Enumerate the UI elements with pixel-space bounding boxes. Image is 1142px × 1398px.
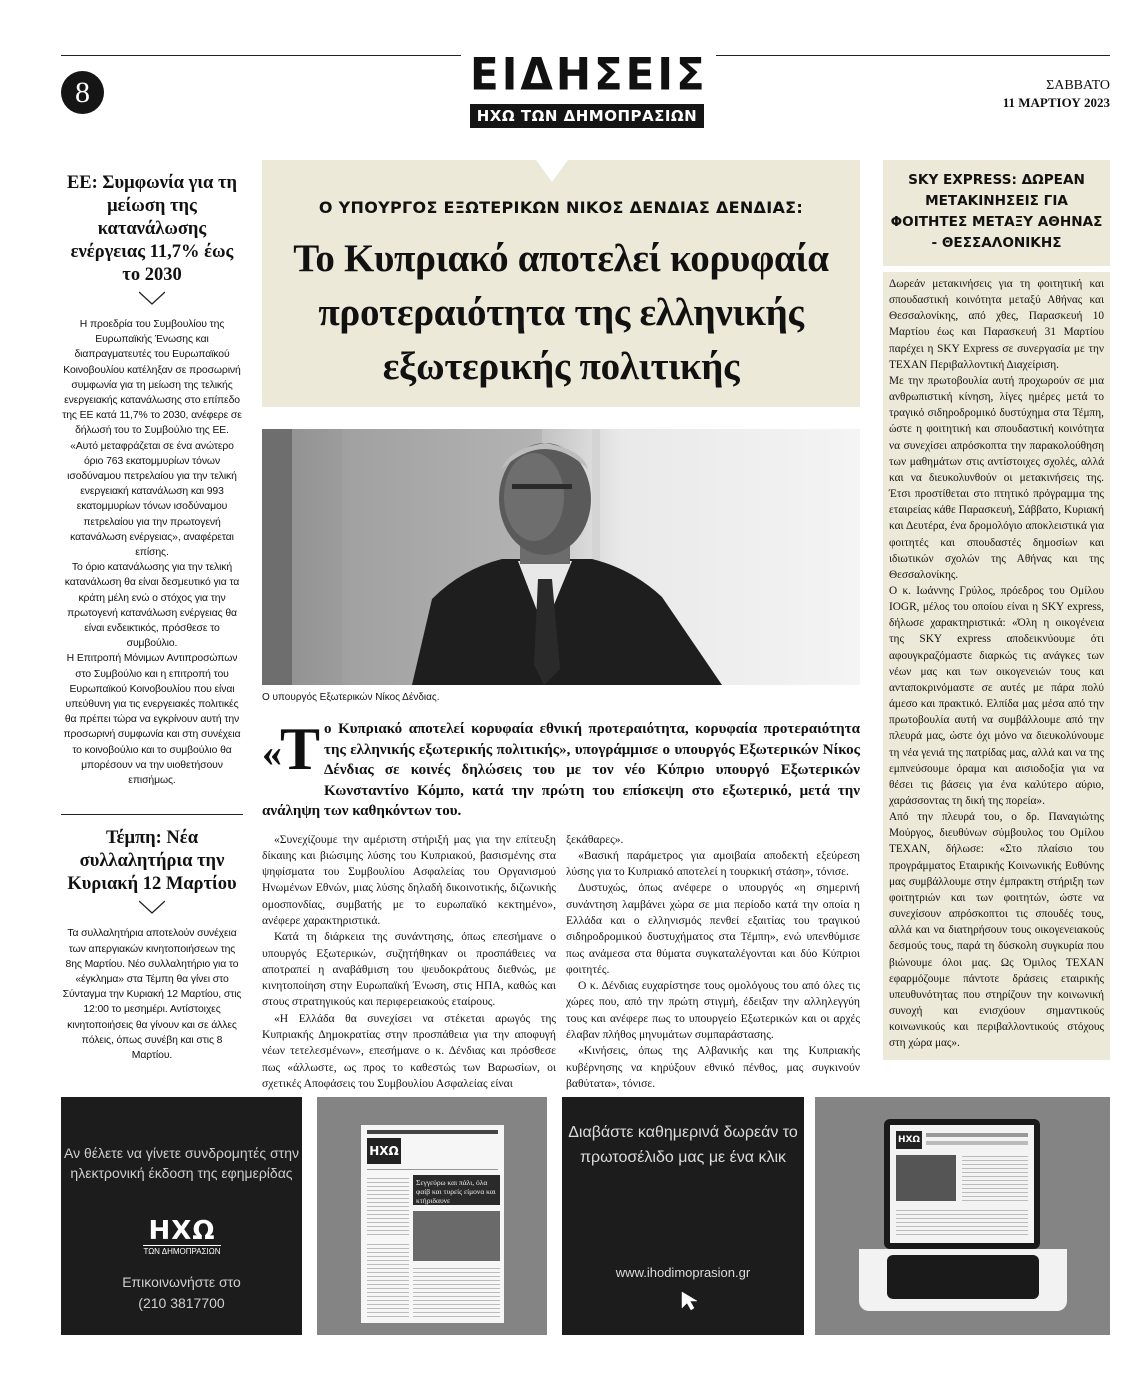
masthead xyxy=(470,48,708,128)
newspaper-logo xyxy=(143,1217,221,1258)
contact-label: Επικοινωνήστε στο xyxy=(122,1274,241,1290)
story2-paragraph: Τα συλλαλητήρια αποτελούν συνέχεια των απεργιακών κινητοποιήσεων της 8ης Μαρτίου. Νέο συλλαλητήριο για το «έγκλημα» στα Τέμπη θα γίνει στο Σύνταγμα την Κυριακή 12 Μαρτίου, στις 12:00 το μεσημέρι. Αντίστοιχες κινητοποιήσεις θα γίνουν και σε άλλες πόλεις, όπως συνέβη και στις 8 Μαρτίου. xyxy=(62,928,242,1061)
header-rule-left xyxy=(61,55,461,56)
story2-headline: Τέμπη: Νέα συλλαλητήρια την Κυριακή 12 Μαρτίου xyxy=(67,828,237,895)
contact-block xyxy=(61,1272,302,1314)
header-rule-right xyxy=(716,55,1110,56)
read-text: Διαβάστε καθημερινά δωρεάν το πρωτοσέλιδο μας με ένα κλικ xyxy=(568,1124,798,1166)
article-paragraph: «Η Ελλάδα θα συνεχίσει να στέκεται αρωγός της Κυπριακής Δημοκρατίας στην προσπάθεια για την αποφυγή νέων τετελεσμένων», επεσήμανε ο κ. Δένδιας και πρόσθεσε πως «άλλωστε, ως προς το καθεστώς των Βαρωσίων, οι σχετικές Αποφάσεις του Συμβουλίου Ασφαλείας είναι xyxy=(262,1011,556,1090)
subscription-text: Αν θέλετε να γίνετε συνδρομητές στην ηλεκτρονική έκδοση της εφημερίδας xyxy=(64,1145,299,1181)
main-headline: Το Κυπριακό αποτελεί κορυφαία προτεραιότητα της ελληνικής εξωτερικής πολιτικής xyxy=(293,237,829,388)
article-body xyxy=(262,832,860,1093)
box-notch xyxy=(536,160,568,182)
date-label: 11 ΜΑΡΤΙΟΥ 2023 xyxy=(1002,95,1110,110)
mini-front-page xyxy=(361,1125,504,1323)
article-paragraph: «Συνεχίζουμε την αμέριστη στήριξή μας για την επίτευξη δίκαιης και βιώσιμης λύσης του Κυπριακού, βασισμένης στα ψηφίσματα του Συμβουλίου Ασφαλείας του Οργανισμού Ηνωμένων Εθνών, μιας λύσης δηλαδή δικοινοτικής, διζωνικής ομοσπονδίας, συμβατής με το ευρωπαϊκό κεκτημένο», ανέφερε χαρακτηριστικά. xyxy=(262,832,556,927)
sky-paragraph: Από την πλευρά του, ο δρ. Παναγιώτης Μούργος, διευθύνων σύμβουλος του Ομίλου ΤΕΧΑΝ, δήλωσε: «Στο πλαίσιο του προγράμματος Εταιρικής Κοινωνικής Ευθύνης μας συμβάλλουμε στην έμπρακτη στήριξη των φοιτητριών και των φοιτητών, ώστε να συνεχίσουν απρόσκοπτοι τις σπουδές τους, αλλά και να διατηρήσουν τους οικογενειακούς δεσμούς τους, παρά τη δύσκολη συγκυρία που βιώνουμε όλοι μας. Ως Όμιλος ΤΕΧΑΝ εφαρμόζουμε πάντοτε δράσεις εταιρικής υπευθυνότητας που στηρίζουν την κοινωνική συνοχή και ενισχύουν σημαντικούς κοινωνικούς και περιβαλλοντικούς στόχους στη χώρα μας». xyxy=(889,811,1104,1050)
story1-body xyxy=(61,317,243,788)
article-paragraph: Δυστυχώς, όπως ανέφερε ο υπουργός «η σημερινή συνάντηση λαμβάνει χώρα σε μια περίοδο κατά την οποία η Ελλάδα και ο ελληνισμός πενθεί εξαιτίας του τραγικού σιδηροδρομικού δυστυχήματος στα Τέμπη», ενώ υπενθύμισε πως ανάμεσα στα θύματα συγκαταλέγονται και δύο Κύπριοι φοιτητές. xyxy=(566,881,860,976)
front-page-preview-ad[interactable] xyxy=(317,1097,547,1335)
mini-logo: ΗΧΩ xyxy=(367,1138,401,1164)
sky-express-body xyxy=(883,272,1110,1060)
laptop-base xyxy=(859,1249,1067,1311)
story1-paragraph: Το όριο κατανάλωσης για την τελική κατανάλωση θα είναι δεσμευτικό για τα κράτη μέλη ενώ ο στόχος για την πρωτογενή κατανάλωση ενέργειας θα είναι ενδεικτικός, πρόσθεσε το συμβούλιο. xyxy=(64,562,240,650)
logo-wordmark: ΗΧΩ xyxy=(148,1216,216,1246)
article-photo xyxy=(262,429,860,685)
headline-box xyxy=(262,160,860,407)
dateline xyxy=(1003,77,1110,111)
article-column-2 xyxy=(566,832,860,1093)
article-paragraph: ξεκάθαρες». xyxy=(566,832,624,846)
sky-paragraph: Με την πρωτοβουλία αυτή προχωρούν σε μια ανθρωπιστική κίνηση, λίγες ημέρες μετά το τραγικό σιδηροδρομικό δυστύχημα στα Τέμπη, ώστε η φοιτητική και σπουδαστική κοινότητα να συνεχίσει απρόσκοπτα την παρακολούθηση των μαθημάτων στις αντίστοιχες σχολές, αλλά και να διευκολυνθούν οι μετακινήσεις της. Έτσι προστίθεται στο πτητικό πρόγραμμα της εταιρείας κάθε Παρασκευή, Σάββατο, Κυριακή και Δευτέρα, ένα δρομολόγιο αποκλειστικά για φοιτητές και σπουδαστές δημοσίων και ιδιωτικών σχολών της Αθήνας και της Θεσσαλονίκης. xyxy=(889,374,1104,581)
sky-express-headline: SKY EXPRESS: ΔΩΡΕΑΝ ΜΕΤΑΚΙΝΗΣΕΙΣ ΓΙΑ ΦΟΙΤΗΤΕΣ ΜΕΤΑΞΥ ΑΘΗΝΑΣ - ΘΕΣΣΑΛΟΝΙΚΗΣ xyxy=(883,160,1110,266)
story2-body xyxy=(61,926,243,1063)
laptop-mini-logo: ΗΧΩ xyxy=(896,1131,922,1149)
divider xyxy=(61,814,243,815)
photo-caption: Ο υπουργός Εξωτερικών Νίκος Δένδιας. xyxy=(262,692,440,703)
phone-number: 210 3817700 xyxy=(142,1295,225,1311)
section-title: ΕΙΔΗΣΕΙΣ xyxy=(470,48,708,101)
chevron-down-icon xyxy=(139,291,165,307)
phone-line[interactable] xyxy=(61,1293,302,1314)
website-link[interactable]: www.ihodimoprasion.gr xyxy=(615,1265,751,1280)
sky-paragraph: Ο κ. Ιωάννης Γρύλος, πρόεδρος του Ομίλου IOGR, μέλος του οποίου είναι η SKY express, δήλωσε χαρακτηριστικά: «Όλη η οικογένεια της SKY express αποδεικνύουμε ότι αφουγκραζόμαστε διαρκώς τις ανάγκες των νέων μας και των οικογενειών τους και ανταποκρινόμαστε σε αυτές με πάρα πολύ άμεσο και πρακτικό. Ελπίδα μας μέσα από την πρωτοβουλία αυτή να συμβάλλουμε από την πλευρά μας, ώστε όχι μόνο να διευκολύνουμε τη νέα γενιά της πατρίδας μας, αλλά και να της εμπνεύσουμε όραμα και αισιοδοξία για να θέσει τις βάσεις για ένα καλύτερο αύριο, χαράσσοντας τη δική της πορεία». xyxy=(889,584,1104,807)
drop-cap: Τ xyxy=(280,716,321,782)
left-column xyxy=(61,172,243,1063)
mini-headline: Σεγγεύρω και πάλι, όλα φαίβ και τυρείς είμονα και κτήριδαυνε xyxy=(413,1175,500,1205)
chevron-down-icon xyxy=(139,900,165,916)
article-paragraph: Κατά τη διάρκεια της συνάντησης, όπως επεσήμανε ο υπουργός Εξωτερικών, συζητήθηκαν οι προσπάθειες να αποτραπεί η αναβάθμιση του ψευδοκράτους διεθνώς, με κινητοποίηση στην Ευρωπαϊκή Ένωση, στις ΗΠΑ, καθώς και στους στρατηγικούς και περιφερειακούς εταίρους. xyxy=(262,930,556,1009)
portrait-image xyxy=(262,429,860,685)
cursor-icon xyxy=(680,1290,700,1312)
sky-paragraph: Δωρεάν μετακινήσεις για τη φοιτητική και σπουδαστική κοινότητα μεταξύ Αθήνας και Θεσσαλονίκης, από χθες, Παρασκευή 10 Μαρτίου έως και Παρασκευή 31 Μαρτίου παρέχει η SKY Express σε συνεργασία με την ΤΕΧΑΝ Περιβαλλοντική Διαχείριση. xyxy=(889,278,1104,371)
laptop-keyboard xyxy=(887,1255,1039,1299)
page-number: 8 xyxy=(61,71,104,114)
main-article xyxy=(262,160,860,1092)
publication-name: ΗΧΩ ΤΩΝ ΔΗΜΟΠΡΑΣΙΩΝ xyxy=(470,104,704,128)
phone-icon: ( xyxy=(138,1295,143,1311)
story1-paragraph: Η προεδρία του Συμβουλίου της Ευρωπαϊκής Ένωσης και διαπραγματευτές του Ευρωπαϊκού Κοινοβουλίου κατέληξαν σε προσωρινή συμφωνία για τη μείωση της τελικής ενεργειακής κατανάλωσης στο επίπεδο της ΕΕ κατά 11,7% το 2030, ανέφερε σε δήλωσή του το Συμβούλιο της ΕΕ. xyxy=(62,319,242,437)
lead-text: ο Κυπριακό αποτελεί κορυφαία εθνική προτεραιότητα, κορυφαία προτεραιότητα της ελληνικής εξωτερικής πολιτικής», υπογράμμισε ο υπουργός Εξωτερικών Νίκος Δένδιας σε κοινές δηλώσεις του με τον νέο Κύπριο υπουργό Εξωτερικών Κωνσταντίνο Κόμπο, κατά την πρώτη του επίσκεψη στο εξωτερικό, μετά την ανάληψη των καθηκόντων του. xyxy=(262,721,860,819)
logo-subtitle: ΤΩΝ ΔΗΜΟΠΡΑΣΙΩΝ xyxy=(143,1247,221,1256)
subscription-ad[interactable] xyxy=(61,1097,302,1335)
article-paragraph: «Βασική παράμετρος για αμοιβαία αποδεκτή εξεύρεση λύσης για το Κυπριακό αποτελεί η τουρκική στάση», τόνισε. xyxy=(566,848,860,879)
article-column-1 xyxy=(262,832,556,1093)
laptop-screen xyxy=(884,1119,1040,1249)
story1-paragraph: «Αυτό μεταφράζεται σε ένα ανώτερο όριο 763 εκατομμυρίων τόνων ισοδύναμου πετρελαίου για την τελική ενεργειακή κατανάλωση και 993 εκατομμυρίων τόνων ισοδύναμου πετρελαίου για την πρωτογενή κατανάλωση ενέργειας», αναφέρεται επίσης. xyxy=(67,440,237,559)
laptop-ad[interactable] xyxy=(815,1097,1110,1335)
kicker: Ο ΥΠΟΥΡΓΟΣ ΕΞΩΤΕΡΙΚΩΝ ΝΙΚΟΣ ΔΕΝΔΙΑΣ ΔΕΝΔΙΑΣ: xyxy=(318,198,804,217)
website-ad[interactable] xyxy=(562,1097,804,1335)
story1-paragraph: Η Επιτροπή Μόνιμων Αντιπροσώπων στο Συμβούλιο και η επιτροπή του Ευρωπαϊκού Κοινοβουλίου που είναι υπεύθυνη για τις ενεργειακές πολιτικές θα πρέπει τώρα να εγκρίνουν αυτή την προσωρινή συμφωνία και στη συνέχεια το κοινοβούλιο και το συμβούλιο θα μπορέσουν να την υιοθετήσουν επισήμως. xyxy=(63,653,241,787)
story1-headline: ΕΕ: Συμφωνία για τη μείωση της κατανάλωσης ενέργειας 11,7% έως το 2030 xyxy=(66,173,238,285)
article-paragraph: «Κινήσεις, όπως της Αλβανικής και της Κυπριακής κυβέρνησης να κηρύξουν εθνικό πένθος, μας συγκινούν βαθύτατα», τόνισε. xyxy=(566,1044,860,1090)
open-quote: « xyxy=(262,730,282,775)
day-label: ΣΑΒΒΑΤΟ xyxy=(1046,78,1110,93)
article-paragraph: Ο κ. Δένδιας ευχαρίστησε τους ομολόγους του από όλες τις χώρες που, από την πρώτη στιγμή, έδειξαν την αλληλεγγύη τους και ανέφερε πως το υπουργείο Εξωτερικών και οι αρχές έλαβαν πλήθος μηνυμάτων συμπαράστασης. xyxy=(566,979,860,1042)
lead-paragraph xyxy=(262,716,860,822)
right-column xyxy=(883,160,1110,1060)
